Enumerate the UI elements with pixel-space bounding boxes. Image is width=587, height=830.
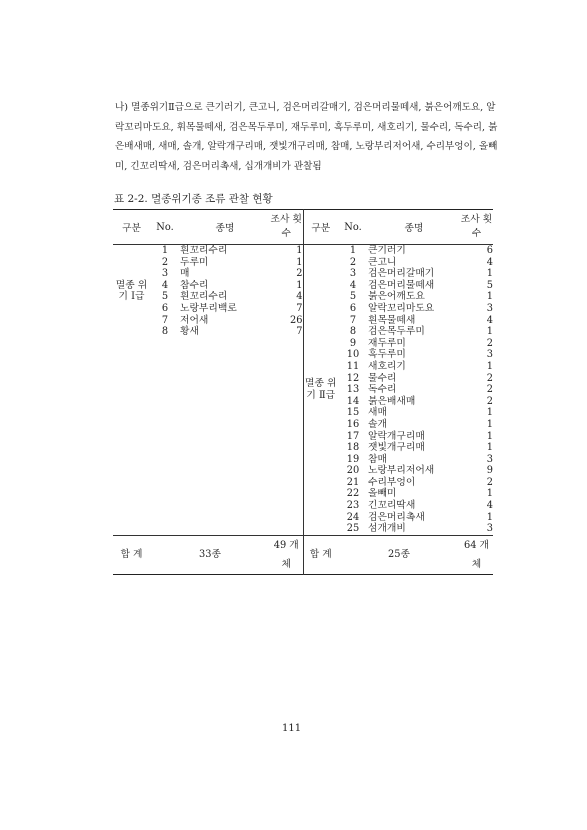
right-cell-name: 큰기러기 bbox=[368, 245, 406, 256]
right-cell-name: 물수리 bbox=[368, 372, 397, 384]
right-cell-count: 6 bbox=[486, 245, 493, 256]
total-row bbox=[113, 535, 493, 574]
right-cell-count: 2 bbox=[486, 395, 493, 407]
left-cell-count: 1 bbox=[296, 256, 303, 268]
right-cell-count: 1 bbox=[486, 442, 493, 454]
right-cell-count: 2 bbox=[486, 384, 493, 396]
right-cell-count: 4 bbox=[486, 314, 493, 326]
right-cell-count: 1 bbox=[486, 291, 493, 303]
right-cell-count: 1 bbox=[486, 407, 493, 419]
left-cell-no: 2 bbox=[161, 256, 169, 268]
header-group-right: 구분 bbox=[303, 210, 338, 245]
right-cell-no: 9 bbox=[349, 337, 357, 349]
right-cell-count: 1 bbox=[486, 488, 493, 500]
left-cell-no: 4 bbox=[161, 279, 169, 291]
header-row bbox=[113, 210, 493, 245]
right-cell-name: 새매 bbox=[368, 407, 387, 419]
left-cell-name: 참수리 bbox=[180, 279, 209, 291]
right-cell-no: 16 bbox=[346, 418, 360, 430]
right-cell-no: 24 bbox=[346, 511, 360, 523]
left-cell-count: 1 bbox=[296, 279, 303, 291]
right-cell-count: 1 bbox=[486, 326, 493, 338]
right-cell-count: 1 bbox=[486, 511, 493, 523]
left-group-label: 멸종 위기 Ⅰ급 bbox=[115, 279, 148, 303]
left-cell-count: 2 bbox=[296, 268, 303, 280]
right-cell-name: 붉은배새매 bbox=[368, 395, 416, 407]
right-cell-name: 잿빛개구리매 bbox=[368, 442, 425, 454]
left-total-species: 33종 bbox=[150, 535, 270, 574]
left-cell-no: 7 bbox=[161, 314, 169, 326]
right-cell-name: 올빼미 bbox=[368, 488, 397, 500]
intro-paragraph bbox=[115, 98, 500, 176]
left-cell-no: 6 bbox=[161, 302, 169, 314]
right-cell-count: 1 bbox=[486, 360, 493, 372]
left-total-label: 합 계 bbox=[113, 535, 150, 574]
left-cell-name: 황새 bbox=[180, 326, 199, 338]
right-cell-no: 8 bbox=[349, 326, 357, 338]
right-cell-no: 14 bbox=[346, 395, 360, 407]
right-group-label: 멸종 위기 Ⅱ급 bbox=[303, 245, 338, 536]
right-cell-name: 노랑부리저어새 bbox=[368, 465, 435, 477]
left-cell-no: 8 bbox=[161, 326, 169, 338]
right-cell-count: 1 bbox=[486, 268, 493, 280]
right-cell-name: 검은머리갈매기 bbox=[368, 268, 435, 280]
header-no-right: No. bbox=[338, 210, 368, 245]
right-cell-no: 2 bbox=[349, 256, 357, 268]
left-cell-name: 두루미 bbox=[180, 256, 209, 268]
right-cell-name: 참매 bbox=[368, 453, 387, 465]
right-cell-name: 붉은어깨도요 bbox=[368, 291, 425, 303]
left-cell-no: 3 bbox=[161, 268, 169, 280]
right-cell-no: 3 bbox=[349, 268, 357, 280]
left-cell-count: 7 bbox=[296, 326, 303, 338]
right-cell-no: 20 bbox=[346, 465, 360, 477]
right-total-count: 64 개체 bbox=[460, 535, 493, 574]
right-cell-count: 3 bbox=[486, 349, 493, 361]
table-row bbox=[113, 245, 493, 257]
paragraph-marker: 나) bbox=[115, 102, 129, 113]
right-total-species: 25종 bbox=[338, 535, 460, 574]
right-cell-no: 7 bbox=[349, 314, 357, 326]
right-cell-count: 3 bbox=[486, 453, 493, 465]
right-cell-no: 22 bbox=[346, 488, 360, 500]
header-species: 종명 bbox=[180, 210, 270, 245]
right-cell-count: 5 bbox=[486, 279, 493, 291]
right-cell-no: 5 bbox=[349, 291, 357, 303]
right-cell-no: 11 bbox=[346, 360, 360, 372]
right-cell-name: 검은머리물떼새 bbox=[368, 279, 435, 291]
right-cell-no: 4 bbox=[349, 279, 357, 291]
right-cell-name: 새호리기 bbox=[368, 360, 406, 372]
right-cell-name: 솔개 bbox=[368, 418, 387, 430]
right-cell-name: 독수리 bbox=[368, 384, 397, 396]
right-cell-name: 수리부엉이 bbox=[368, 476, 416, 488]
right-cell-no: 12 bbox=[346, 372, 360, 384]
left-cell-count: 4 bbox=[296, 291, 303, 303]
right-cell-name: 검은머리촉새 bbox=[368, 511, 425, 523]
header-no: No. bbox=[150, 210, 180, 245]
right-cell-name: 흰목물떼새 bbox=[368, 314, 416, 326]
header-species-right: 종명 bbox=[368, 210, 460, 245]
right-cell-name: 알락꼬리마도요 bbox=[368, 302, 435, 314]
right-cell-no: 19 bbox=[346, 453, 360, 465]
left-cell-count: 7 bbox=[296, 302, 303, 314]
right-cell-count: 4 bbox=[486, 500, 493, 512]
right-total-label: 합 계 bbox=[303, 535, 338, 574]
right-cell-count: 1 bbox=[486, 418, 493, 430]
left-cell-name: 저어새 bbox=[180, 314, 209, 326]
right-cell-no: 21 bbox=[346, 476, 360, 488]
left-cell-name: 흰꼬리수리 bbox=[180, 245, 228, 256]
left-cell-no: 1 bbox=[161, 245, 169, 256]
right-cell-count: 3 bbox=[486, 523, 493, 535]
right-cell-no: 13 bbox=[346, 384, 360, 396]
left-cell-name: 노랑부리백로 bbox=[180, 302, 237, 314]
right-cell-no: 25 bbox=[346, 523, 360, 535]
paragraph-text: 멸종위기Ⅱ급으로 큰기러기, 큰고니, 검은머리갈매기, 검은머리물떼새, 붉은어깨도요, 알락꼬리마도요, 휘목물떼새, 검은목두루미, 재두루미, 흑두루미, 새호리기, 물수리, 독수리, 붉은배새매, 새매, 솔개, 알락개구리매, 잿빛개구리매, 참매, 노랑부리저어새, 수리부엉이, 올빼미, 긴꼬리딱새, 검은머리촉새, 십개개비가 관찰됨 bbox=[115, 102, 498, 172]
header-group: 구분 bbox=[113, 210, 150, 245]
left-cell-count: 1 bbox=[296, 245, 303, 256]
right-cell-no: 10 bbox=[346, 349, 360, 361]
page-number: 111 bbox=[282, 723, 302, 734]
left-cell-count: 26 bbox=[290, 314, 303, 326]
right-cell-no: 18 bbox=[346, 442, 360, 454]
right-cell-name: 섬개개비 bbox=[368, 523, 406, 535]
left-cell-no: 5 bbox=[161, 291, 169, 303]
species-table bbox=[113, 209, 493, 575]
header-count: 조사 횟수 bbox=[270, 210, 303, 245]
right-cell-no: 1 bbox=[349, 245, 357, 256]
right-cell-count: 3 bbox=[486, 302, 493, 314]
left-total-count: 49 개체 bbox=[270, 535, 303, 574]
right-cell-count: 9 bbox=[486, 465, 493, 477]
right-cell-count: 2 bbox=[486, 476, 493, 488]
right-cell-no: 15 bbox=[346, 407, 360, 419]
right-cell-count: 2 bbox=[486, 337, 493, 349]
table-body bbox=[113, 245, 493, 575]
left-cell-name: 매 bbox=[180, 268, 190, 280]
right-cell-no: 6 bbox=[349, 302, 357, 314]
right-cell-no: 23 bbox=[346, 500, 360, 512]
right-cell-name: 재두루미 bbox=[368, 337, 406, 349]
right-cell-name: 검은목두루미 bbox=[368, 326, 425, 338]
header-count-right: 조사 횟수 bbox=[460, 210, 493, 245]
right-cell-count: 4 bbox=[486, 256, 493, 268]
right-cell-name: 큰고니 bbox=[368, 256, 397, 268]
left-cell-name: 흰꼬리수리 bbox=[180, 291, 228, 303]
right-cell-name: 긴꼬리딱새 bbox=[368, 500, 416, 512]
right-cell-count: 1 bbox=[486, 430, 493, 442]
right-cell-name: 흑두루미 bbox=[368, 349, 406, 361]
right-cell-name: 알락개구리매 bbox=[368, 430, 425, 442]
right-cell-no: 17 bbox=[346, 430, 360, 442]
left-empty-area bbox=[113, 338, 303, 536]
right-cell-count: 2 bbox=[486, 372, 493, 384]
table-caption: 표 2-2. 멸종위기종 조류 관찰 현황 bbox=[114, 193, 273, 205]
